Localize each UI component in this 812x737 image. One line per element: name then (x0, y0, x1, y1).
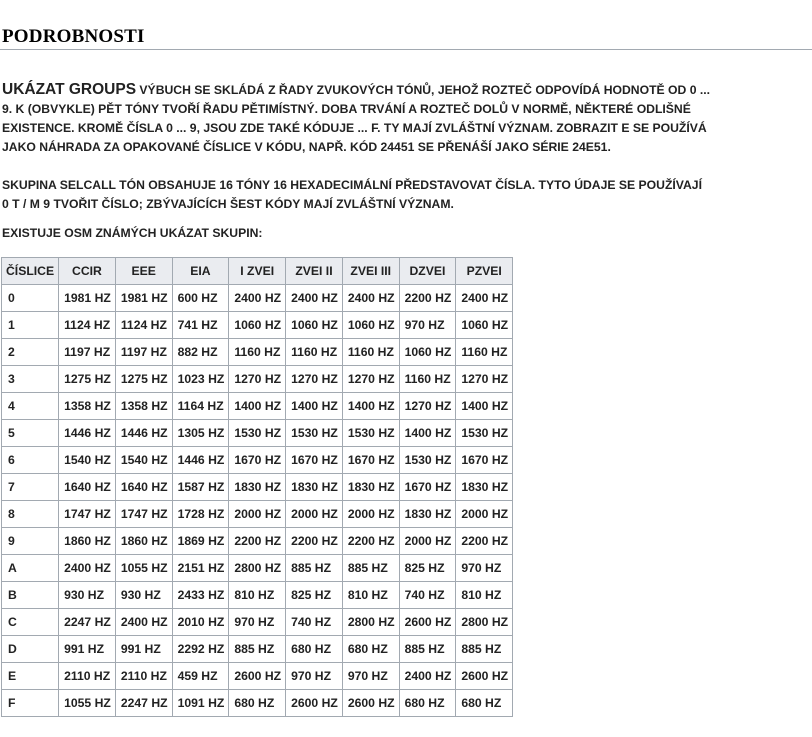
frequency-cell: 2433 HZ (172, 582, 229, 609)
table-row (2, 474, 513, 501)
frequency-cell: 810 HZ (456, 582, 513, 609)
digit-cell: 6 (2, 447, 59, 474)
table-row (2, 690, 513, 717)
frequency-cell: 2200 HZ (342, 528, 399, 555)
frequency-cell: 680 HZ (286, 636, 343, 663)
frequency-cell: 885 HZ (286, 555, 343, 582)
frequency-cell: 740 HZ (286, 609, 343, 636)
frequency-cell: 1124 HZ (59, 312, 116, 339)
digit-cell: 0 (2, 285, 59, 312)
digit-cell: 1 (2, 312, 59, 339)
frequency-cell: 991 HZ (59, 636, 116, 663)
frequency-cell: 2200 HZ (399, 285, 456, 312)
frequency-cell: 2200 HZ (286, 528, 343, 555)
frequency-cell: 1270 HZ (229, 366, 286, 393)
frequency-cell: 1747 HZ (115, 501, 172, 528)
frequency-cell: 2400 HZ (115, 609, 172, 636)
table-row (2, 636, 513, 663)
frequency-cell: 2400 HZ (59, 555, 116, 582)
frequency-cell: 2000 HZ (229, 501, 286, 528)
frequency-cell: 970 HZ (286, 663, 343, 690)
frequency-cell: 2110 HZ (59, 663, 116, 690)
column-header: CCIR (59, 258, 116, 285)
frequency-cell: 825 HZ (399, 555, 456, 582)
paragraph-line (2, 80, 810, 100)
digit-cell: 2 (2, 339, 59, 366)
frequency-cell: 2247 HZ (115, 690, 172, 717)
frequency-cell: 1055 HZ (115, 555, 172, 582)
heading-divider (0, 49, 812, 50)
paragraph-tone-group (2, 176, 810, 214)
frequency-cell: 1060 HZ (286, 312, 343, 339)
table-row (2, 663, 513, 690)
frequency-cell: 1587 HZ (172, 474, 229, 501)
frequency-cell: 2600 HZ (456, 663, 513, 690)
frequency-cell: 1530 HZ (342, 420, 399, 447)
table-row (2, 420, 513, 447)
frequency-cell: 2400 HZ (399, 663, 456, 690)
digit-cell: 9 (2, 528, 59, 555)
frequency-cell: 2400 HZ (456, 285, 513, 312)
digit-cell: 3 (2, 366, 59, 393)
frequency-cell: 2400 HZ (342, 285, 399, 312)
frequency-cell: 1869 HZ (172, 528, 229, 555)
frequency-cell: 2247 HZ (59, 609, 116, 636)
column-header: DZVEI (399, 258, 456, 285)
table-header-row (2, 258, 513, 285)
digit-cell: E (2, 663, 59, 690)
digit-cell: 4 (2, 393, 59, 420)
frequency-cell: 1197 HZ (59, 339, 116, 366)
table-body (2, 285, 513, 717)
frequency-cell: 1400 HZ (229, 393, 286, 420)
frequency-cell: 1160 HZ (399, 366, 456, 393)
digit-cell: B (2, 582, 59, 609)
frequency-cell: 2800 HZ (456, 609, 513, 636)
frequency-cell: 2600 HZ (342, 690, 399, 717)
tone-table (1, 257, 513, 717)
frequency-cell: 1270 HZ (456, 366, 513, 393)
column-header: ZVEI II (286, 258, 343, 285)
frequency-cell: 1160 HZ (286, 339, 343, 366)
paragraph-line: SKUPINA SELCALL TÓN OBSAHUJE 16 TÓNY 16 HEXADECIMÁLNÍ PŘEDSTAVOVAT ČÍSLA. TYTO ÚDAJE SE POUŽÍVAJÍ (2, 178, 702, 192)
frequency-cell: 1830 HZ (456, 474, 513, 501)
frequency-cell: 810 HZ (342, 582, 399, 609)
frequency-cell: 1091 HZ (172, 690, 229, 717)
frequency-cell: 2151 HZ (172, 555, 229, 582)
frequency-cell: 2110 HZ (115, 663, 172, 690)
column-header: I ZVEI (229, 258, 286, 285)
frequency-cell: 885 HZ (456, 636, 513, 663)
frequency-cell: 741 HZ (172, 312, 229, 339)
frequency-cell: 1160 HZ (456, 339, 513, 366)
frequency-cell: 1160 HZ (342, 339, 399, 366)
frequency-cell: 1060 HZ (342, 312, 399, 339)
table-row (2, 285, 513, 312)
frequency-cell: 1640 HZ (115, 474, 172, 501)
paragraph-line: 0 T / M 9 TVOŘIT ČÍSLO; ZBÝVAJÍCÍCH ŠEST KÓDY MAJÍ ZVLÁŠTNÍ VÝZNAM. (2, 197, 454, 211)
table-row (2, 528, 513, 555)
frequency-cell: 740 HZ (399, 582, 456, 609)
frequency-cell: 2000 HZ (399, 528, 456, 555)
frequency-cell: 930 HZ (115, 582, 172, 609)
frequency-cell: 680 HZ (399, 690, 456, 717)
frequency-cell: 2000 HZ (342, 501, 399, 528)
frequency-cell: 1197 HZ (115, 339, 172, 366)
frequency-cell: 1060 HZ (229, 312, 286, 339)
frequency-cell: 1275 HZ (115, 366, 172, 393)
frequency-cell: 1747 HZ (59, 501, 116, 528)
column-header: ČÍSLICE (2, 258, 59, 285)
frequency-cell: 1728 HZ (172, 501, 229, 528)
frequency-cell: 1530 HZ (399, 447, 456, 474)
frequency-cell: 459 HZ (172, 663, 229, 690)
frequency-cell: 885 HZ (229, 636, 286, 663)
frequency-cell: 1270 HZ (399, 393, 456, 420)
table-row (2, 609, 513, 636)
digit-cell: 7 (2, 474, 59, 501)
frequency-cell: 2400 HZ (286, 285, 343, 312)
frequency-cell: 1670 HZ (229, 447, 286, 474)
frequency-cell: 1530 HZ (286, 420, 343, 447)
frequency-cell: 1830 HZ (342, 474, 399, 501)
frequency-cell: 970 HZ (342, 663, 399, 690)
table-row (2, 501, 513, 528)
table-row (2, 555, 513, 582)
frequency-cell: 2800 HZ (342, 609, 399, 636)
frequency-cell: 2200 HZ (229, 528, 286, 555)
frequency-cell: 1830 HZ (399, 501, 456, 528)
frequency-cell: 680 HZ (342, 636, 399, 663)
frequency-cell: 1981 HZ (115, 285, 172, 312)
frequency-cell: 1981 HZ (59, 285, 116, 312)
frequency-cell: 1540 HZ (59, 447, 116, 474)
frequency-cell: 1270 HZ (286, 366, 343, 393)
paragraph-intro (2, 80, 810, 157)
frequency-cell: 825 HZ (286, 582, 343, 609)
frequency-cell: 1830 HZ (286, 474, 343, 501)
frequency-cell: 2292 HZ (172, 636, 229, 663)
frequency-cell: 1670 HZ (286, 447, 343, 474)
frequency-cell: 2010 HZ (172, 609, 229, 636)
frequency-cell: 1060 HZ (399, 339, 456, 366)
frequency-cell: 2000 HZ (286, 501, 343, 528)
frequency-cell: 1860 HZ (115, 528, 172, 555)
frequency-cell: 1446 HZ (172, 447, 229, 474)
frequency-cell: 2200 HZ (456, 528, 513, 555)
frequency-cell: 970 HZ (399, 312, 456, 339)
column-header: PZVEI (456, 258, 513, 285)
frequency-cell: 680 HZ (456, 690, 513, 717)
table-row (2, 339, 513, 366)
frequency-cell: 2400 HZ (229, 285, 286, 312)
frequency-cell: 885 HZ (399, 636, 456, 663)
digit-cell: 8 (2, 501, 59, 528)
table-row (2, 366, 513, 393)
frequency-cell: 1055 HZ (59, 690, 116, 717)
table-row (2, 582, 513, 609)
frequency-cell: 1446 HZ (115, 420, 172, 447)
frequency-cell: 1164 HZ (172, 393, 229, 420)
frequency-cell: 2000 HZ (456, 501, 513, 528)
column-header: EIA (172, 258, 229, 285)
frequency-cell: 1830 HZ (229, 474, 286, 501)
frequency-cell: 1530 HZ (229, 420, 286, 447)
digit-cell: F (2, 690, 59, 717)
paragraph-line: EXISTENCE. KROMĚ ČÍSLA 0 ... 9, JSOU ZDE TAKÉ KÓDUJE ... F. TY MAJÍ ZVLÁŠTNÍ VÝZNAM. ZOBRAZIT E SE POUŽÍVÁ (2, 121, 707, 135)
frequency-cell: 970 HZ (229, 609, 286, 636)
frequency-cell: 1670 HZ (342, 447, 399, 474)
frequency-cell: 680 HZ (229, 690, 286, 717)
frequency-cell: 1530 HZ (456, 420, 513, 447)
frequency-cell: 1540 HZ (115, 447, 172, 474)
frequency-cell: 1640 HZ (59, 474, 116, 501)
digit-cell: D (2, 636, 59, 663)
frequency-cell: 1400 HZ (286, 393, 343, 420)
table-row (2, 312, 513, 339)
frequency-cell: 2600 HZ (229, 663, 286, 690)
frequency-cell: 1124 HZ (115, 312, 172, 339)
frequency-cell: 1670 HZ (399, 474, 456, 501)
paragraph-line: JAKO NÁHRADA ZA OPAKOVANÉ ČÍSLICE V KÓDU, NAPŘ. KÓD 24451 SE PŘENÁŠÍ JAKO SÉRIE 24E51. (2, 140, 611, 154)
frequency-cell: 1860 HZ (59, 528, 116, 555)
frequency-cell: 1400 HZ (456, 393, 513, 420)
digit-cell: C (2, 609, 59, 636)
frequency-cell: 930 HZ (59, 582, 116, 609)
frequency-cell: 1160 HZ (229, 339, 286, 366)
paragraph-lead-term: UKÁZAT GROUPS (2, 81, 137, 98)
frequency-cell: 810 HZ (229, 582, 286, 609)
column-header: EEE (115, 258, 172, 285)
table-row (2, 393, 513, 420)
frequency-cell: 882 HZ (172, 339, 229, 366)
frequency-cell: 885 HZ (342, 555, 399, 582)
frequency-cell: 970 HZ (456, 555, 513, 582)
section-heading: PODROBNOSTI (2, 26, 145, 47)
frequency-cell: 1270 HZ (342, 366, 399, 393)
frequency-cell: 1670 HZ (456, 447, 513, 474)
digit-cell: A (2, 555, 59, 582)
frequency-cell: 1400 HZ (399, 420, 456, 447)
digit-cell: 5 (2, 420, 59, 447)
paragraph-groups-intro: EXISTUJE OSM ZNÁMÝCH UKÁZAT SKUPIN: (2, 226, 263, 240)
frequency-cell: 2600 HZ (399, 609, 456, 636)
frequency-cell: 1275 HZ (59, 366, 116, 393)
frequency-cell: 1446 HZ (59, 420, 116, 447)
frequency-cell: 1400 HZ (342, 393, 399, 420)
table-row (2, 447, 513, 474)
paragraph-line-text: VÝBUCH SE SKLÁDÁ Z ŘADY ZVUKOVÝCH TÓNŮ, JEHOŽ ROZTEČ ODPOVÍDÁ HODNOTĚ OD 0 ... (136, 83, 711, 97)
column-header: ZVEI III (342, 258, 399, 285)
frequency-cell: 1358 HZ (115, 393, 172, 420)
frequency-cell: 600 HZ (172, 285, 229, 312)
frequency-cell: 1060 HZ (456, 312, 513, 339)
frequency-cell: 2600 HZ (286, 690, 343, 717)
frequency-cell: 991 HZ (115, 636, 172, 663)
frequency-cell: 2800 HZ (229, 555, 286, 582)
frequency-cell: 1305 HZ (172, 420, 229, 447)
paragraph-line: 9. K (OBVYKLE) PĚT TÓNY TVOŘÍ ŘADU PĚTIMÍSTNÝ. DOBA TRVÁNÍ A ROZTEČ DOLŮ V NORMĚ, NĚKTERÉ ODLIŠNÉ (2, 102, 691, 116)
frequency-cell: 1023 HZ (172, 366, 229, 393)
frequency-cell: 1358 HZ (59, 393, 116, 420)
